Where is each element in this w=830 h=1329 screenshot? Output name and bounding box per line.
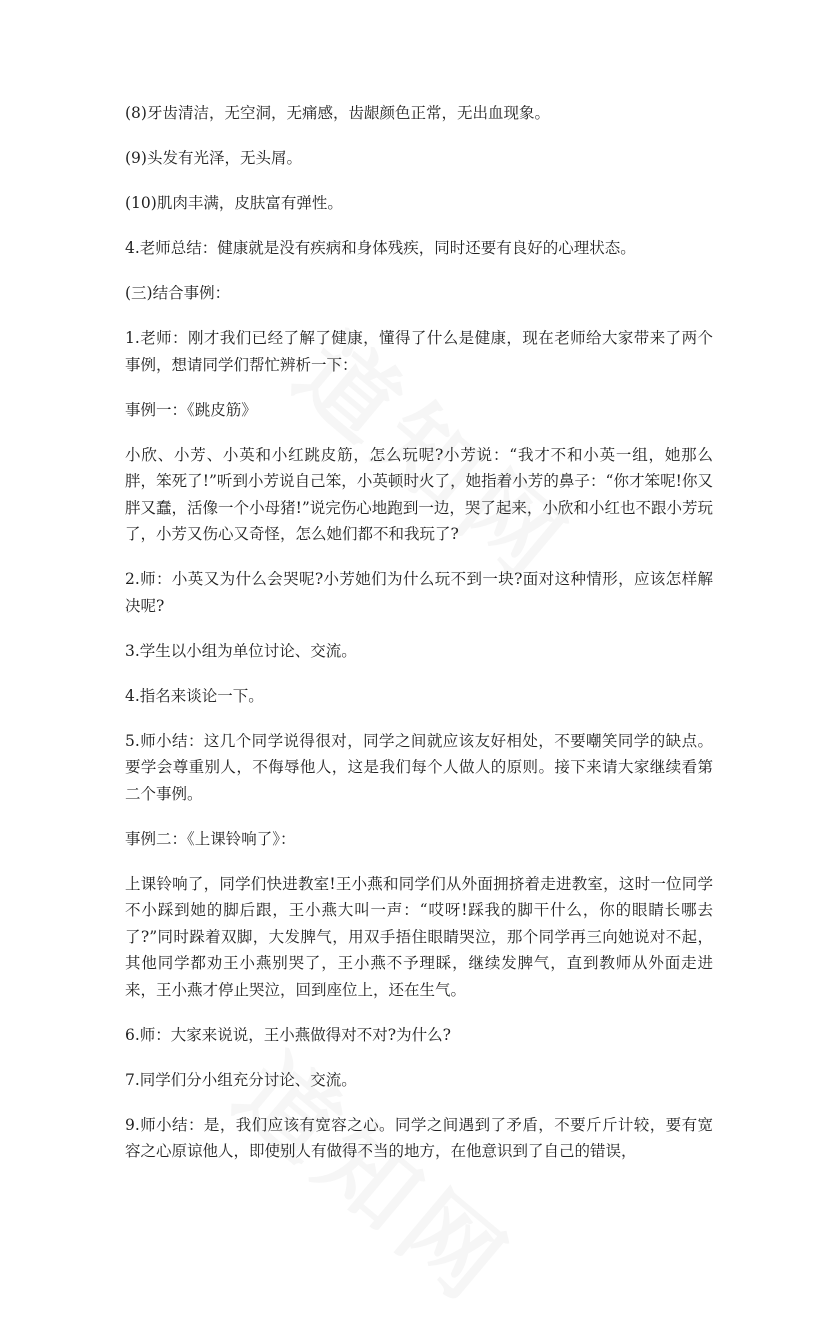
paragraph: 小欣、小芳、小英和小红跳皮筋，怎么玩呢?小芳说：“我才不和小英一组，她那么胖，笨死了!”听到小芳说自己笨，小英顿时火了，她指着小芳的鼻子：“你才笨呢!你又胖又蠢，活像一个小母猪!”说完伤心地跑到一边，哭了起来，小欣和小红也不跟小芳玩了，小芳又伤心又奇怪，怎么她们都不和我玩了? xyxy=(125,445,713,543)
paragraph: (10)肌肉丰满，皮肤富有弹性。 xyxy=(125,194,343,212)
paragraph: (8)牙齿清洁，无空洞，无痛感，齿龈颜色正常，无出血现象。 xyxy=(125,104,550,122)
case-title: 事例二：《上课铃响了》： xyxy=(125,829,296,848)
paragraph: 5.师小结：这几个同学说得很对，同学之间就应该友好相处，不要嘲笑同学的缺点。要学会尊重别人，不侮辱他人，这是我们每个人做人的原则。接下来请大家继续看第二个事例。 xyxy=(125,731,713,803)
paragraph: 1.老师：刚才我们已经了解了健康，懂得了什么是健康，现在老师给大家带来了两个事例，想请同学们帮忙辨析一下： xyxy=(125,329,713,374)
paragraph: 6.师：大家来说说，王小燕做得对不对?为什么? xyxy=(125,1025,451,1044)
case-title: 事例一：《跳皮筋》 xyxy=(125,400,257,419)
paragraph: 2.师：小英又为什么会哭呢?小芳她们为什么玩不到一块?面对这种情形，应该怎样解决呢? xyxy=(125,570,713,615)
paragraph: 4.老师总结：健康就是没有疾病和身体残疾，同时还要有良好的心理状态。 xyxy=(125,239,636,257)
section-heading: (三)结合事例： xyxy=(125,284,231,302)
paragraph: (9)头发有光泽，无头屑。 xyxy=(125,149,302,167)
paragraph: 3.学生以小组为单位讨论、交流。 xyxy=(125,641,357,660)
paragraph: 上课铃响了，同学们快进教室!王小燕和同学们从外面拥挤着走进教室，这时一位同学不小踩到她的脚后跟，王小燕大叫一声：“哎呀!踩我的脚干什么，你的眼睛长哪去了?”同时跺着双脚，大发脾气，用双手捂住眼睛哭泣，那个同学再三向她说对不起，其他同学都劝王小燕别哭了，王小燕不予理睬，继续发脾气，直到教师从外面走进来，王小燕才停止哭泣，回到座位上，还在生气。 xyxy=(125,874,713,999)
paragraph: 4.指名来谈论一下。 xyxy=(125,686,264,705)
paragraph: 9.师小结：是，我们应该有宽容之心。同学之间遇到了矛盾，不要斤斤计较，要有宽容之心原谅他人，即使别人有做得不当的地方，在他意识到了自己的错误， xyxy=(125,1115,713,1160)
document-body xyxy=(125,100,713,1183)
paragraph: 7.同学们分小组充分讨论、交流。 xyxy=(125,1070,357,1089)
